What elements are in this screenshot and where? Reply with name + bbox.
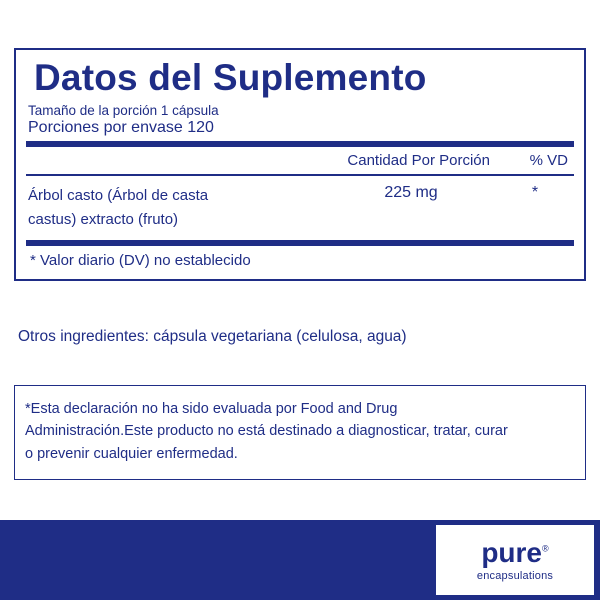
column-header-amount: Cantidad Por Porción [347, 152, 490, 170]
column-header-daily-value: % VD [529, 152, 568, 170]
supplement-facts-panel [14, 48, 586, 281]
page-title: Datos del Suplemento [34, 57, 427, 98]
table-row [26, 176, 574, 238]
disclaimer-line-1: *Esta declaración no ha sido evaluada por Food and Drug [25, 401, 398, 417]
brand-logo [436, 525, 594, 595]
brand-name [481, 536, 549, 568]
nutrient-daily-value: * [531, 183, 539, 201]
fda-disclaimer [14, 385, 586, 480]
nutrient-name [26, 184, 326, 232]
servings-per-container: Porciones por envase 120 [28, 119, 214, 137]
brand-tagline: encapsulations [476, 569, 554, 582]
registered-mark: ® [542, 543, 549, 554]
column-headers [26, 147, 574, 174]
disclaimer-line-3: o prevenir cualquier enfermedad. [25, 445, 238, 462]
nutrient-name-line1: Árbol casto (Árbol de casta [28, 186, 209, 204]
footer-band [0, 520, 600, 600]
brand-name-text: pure [481, 536, 543, 568]
other-ingredients: Otros ingredientes: cápsula vegetariana (celulosa, agua) [18, 328, 407, 345]
nutrient-name-line2: castus) extracto (fruto) [28, 210, 179, 228]
serving-size: Tamaño de la porción 1 cápsula [28, 103, 219, 119]
daily-value-footnote: * Valor diario (DV) no establecido [30, 251, 251, 269]
nutrient-amount: 225 mg [384, 183, 438, 201]
disclaimer-line-2: Administración.Este producto no está destinado a diagnosticar, tratar, curar [25, 423, 508, 440]
